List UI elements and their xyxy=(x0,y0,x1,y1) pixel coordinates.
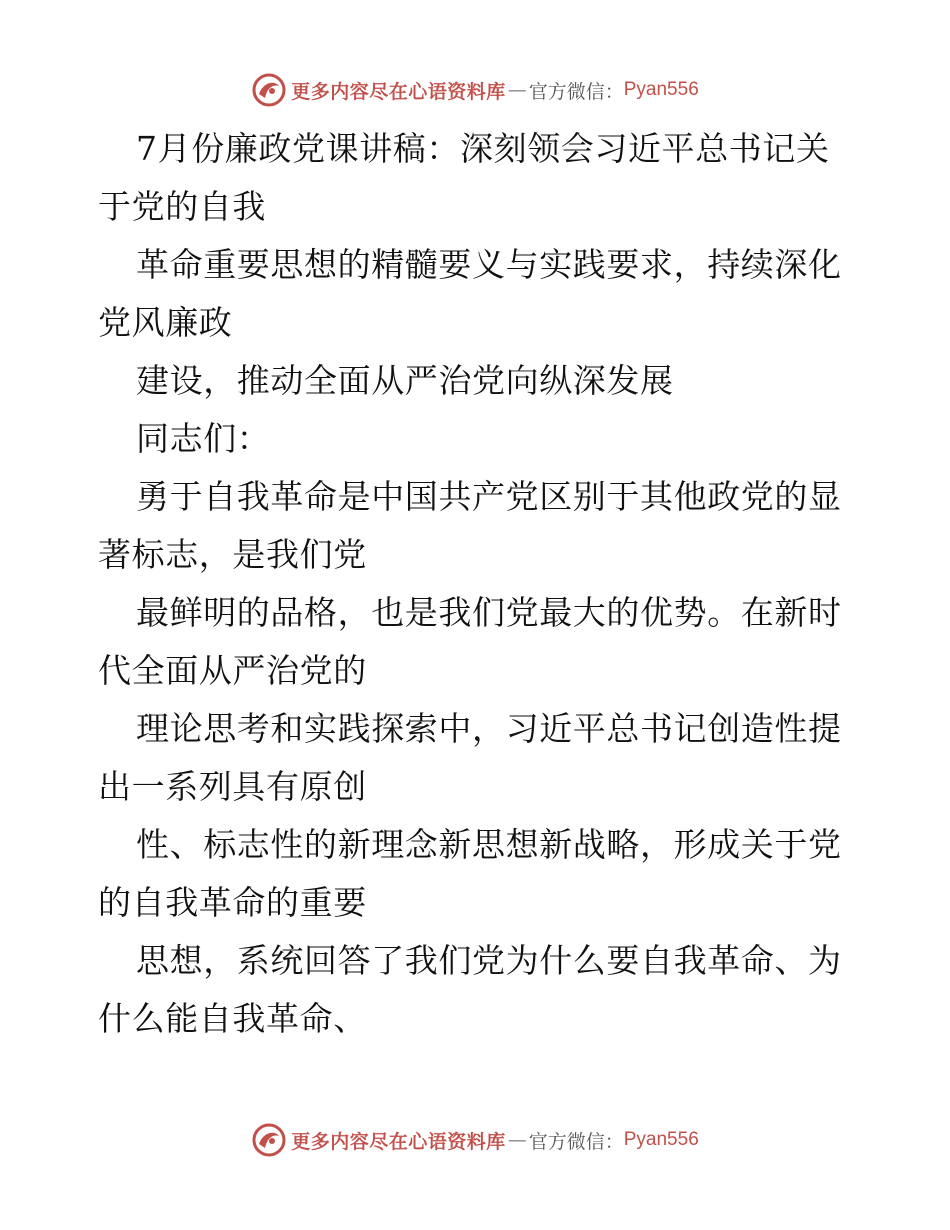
watermark-wechat-id: Pyan556 xyxy=(623,1129,699,1150)
red-swirl-logo-icon xyxy=(251,72,287,108)
text-line: 什么能自我革命、 xyxy=(98,999,367,1038)
text-line: 著标志，是我们党 xyxy=(98,535,367,574)
text-line: 革命重要思想的精髓要义与实践要求，持续深化 xyxy=(136,245,842,284)
watermark-channel: 官方微信： xyxy=(528,80,624,103)
red-swirl-logo-icon xyxy=(251,1122,287,1158)
text-line: 理论思考和实践探索中，习近平总书记创造性提 xyxy=(136,709,842,748)
text-line: 建设，推动全面从严治党向纵深发展 xyxy=(136,361,674,400)
watermark-channel: 官方微信： xyxy=(528,1130,624,1153)
watermark-footer xyxy=(0,1120,950,1160)
text-line: 同志们： xyxy=(136,419,271,458)
text-line: 出一系列具有原创 xyxy=(98,767,367,806)
watermark-brand: 更多内容尽在心语资料库 xyxy=(291,80,506,103)
watermark-separator: — xyxy=(507,1129,527,1151)
text-line: 7月份廉政党课讲稿：深刻领会习近平总书记关 xyxy=(136,129,830,168)
watermark-wechat-id: Pyan556 xyxy=(623,79,699,100)
text-line: 思想，系统回答了我们党为什么要自我革命、为 xyxy=(136,941,842,980)
document-body xyxy=(98,120,858,1048)
text-line: 勇于自我革命是中国共产党区别于其他政党的显 xyxy=(136,477,842,516)
text-line: 代全面从严治党的 xyxy=(98,651,367,690)
text-line: 党风廉政 xyxy=(98,303,233,342)
text-line: 的自我革命的重要 xyxy=(98,883,367,922)
watermark-brand: 更多内容尽在心语资料库 xyxy=(291,1130,506,1153)
text-line: 最鲜明的品格，也是我们党最大的优势。在新时 xyxy=(136,593,842,632)
watermark-separator: — xyxy=(507,79,527,101)
text-line: 于党的自我 xyxy=(98,187,266,226)
text-line: 性、标志性的新理念新思想新战略，形成关于党 xyxy=(136,825,842,864)
watermark-header xyxy=(0,70,950,110)
